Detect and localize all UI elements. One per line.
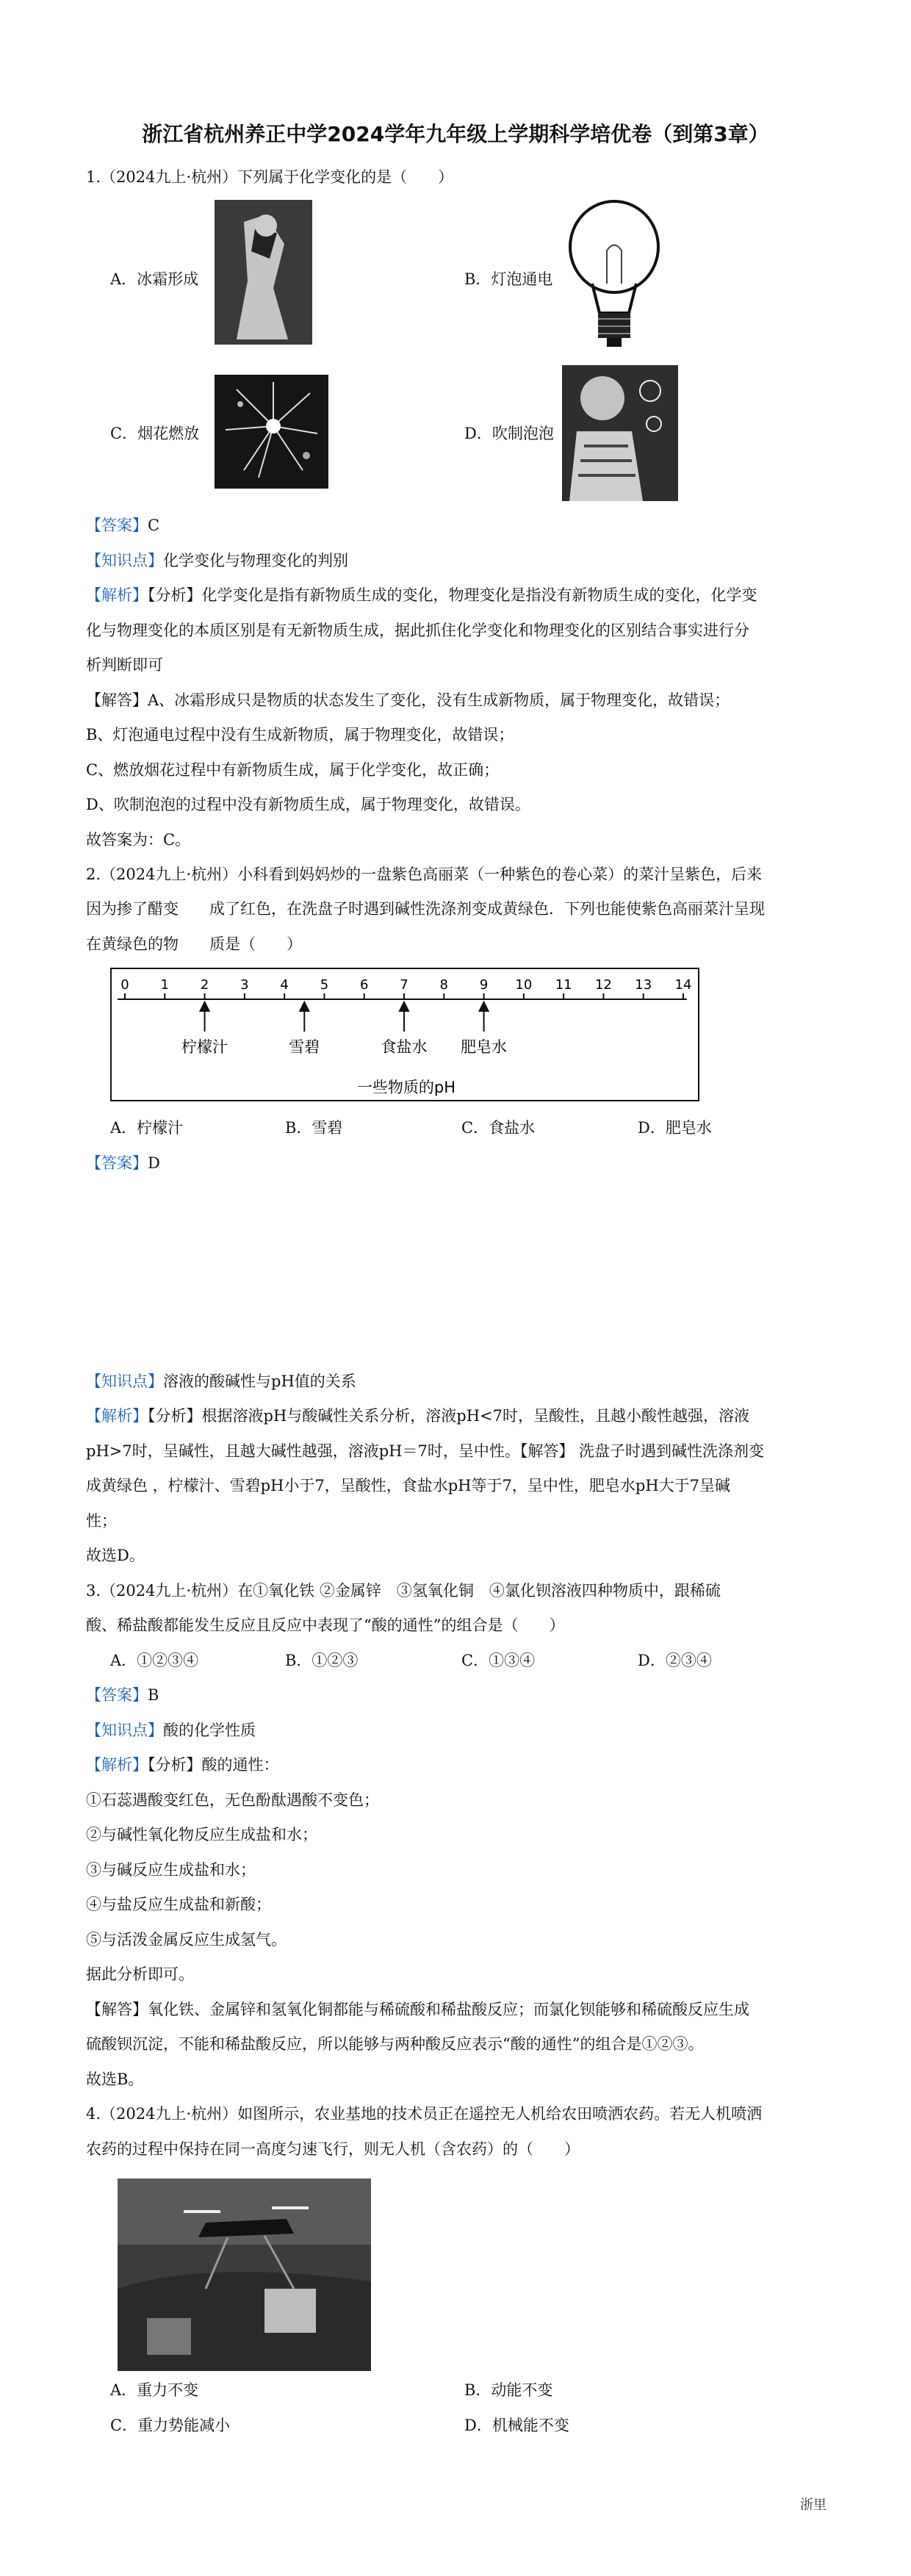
q1-analysis-line1: 【分析】化学变化是指有新物质生成的变化，物理变化是指没有新物质生成的变化，化学变 — [148, 586, 757, 604]
q1-solution-line2: B、灯泡通电过程中没有生成新物质，属于物理变化，故错误； — [86, 726, 514, 744]
q2-analysis-line3: 成黄绿色 ，柠檬汁、雪碧pH小于7，呈酸性，食盐水pH等于7，呈中性，肥皂水pH大于7呈碱 — [86, 1477, 731, 1494]
q3-option-c: C．①③④ — [461, 1652, 536, 1669]
q1-option-b: B．灯泡通电 — [464, 270, 553, 288]
q3-stem-line2: 酸、稀盐酸都能发生反应且反应中表现了“酸的通性”的组合是（ ） — [86, 1616, 565, 1634]
ph-tick-label: 3 — [240, 977, 249, 993]
q1-solution-line5: 故答案为：C。 — [86, 831, 191, 849]
q1-bubble-photo — [562, 365, 678, 501]
q3-analysis-conclusion: 据此分析即可。 — [86, 1965, 194, 1983]
q1-option-d: D．吹制泡泡 — [464, 425, 554, 442]
q1-bulb-image — [560, 195, 669, 350]
ph-tick-label: 10 — [515, 977, 533, 993]
q3-solution-line2: 硫酸钡沉淀，不能和稀盐酸反应，所以能够与两种酸反应表示“酸的通性”的组合是①②③。 — [86, 2035, 704, 2053]
q1-fireworks-photo — [215, 375, 328, 489]
ph-tick-label: 6 — [359, 977, 369, 993]
ph-tick-label: 14 — [674, 977, 692, 993]
ph-marker-label: 食盐水 — [381, 1038, 428, 1056]
q2-answer: D — [148, 1154, 160, 1172]
q3-property-3: ③与碱反应生成盐和水； — [86, 1861, 256, 1879]
q2-stem-line2: 因为掺了醋变 成了红色，在洗盘子时遇到碱性洗涤剂变成黄绿色．下列也能使紫色高丽菜汁呈现 — [86, 900, 765, 918]
q4-drone-photo — [118, 2179, 371, 2371]
ph-tick-label: 12 — [594, 977, 612, 993]
ph-tick-label: 13 — [635, 977, 652, 993]
q1-solution-line4: D、吹制泡泡的过程中没有新物质生成，属于物理变化，故错误。 — [86, 796, 530, 813]
q1-solution-line1: 【解答】A、冰霜形成只是物质的状态发生了变化，没有生成新物质，属于物理变化，故错误； — [86, 691, 730, 709]
q3-property-4: ④与盐反应生成盐和新酸； — [86, 1896, 271, 1913]
q3-property-2: ②与碱性氧化物反应生成盐和水； — [86, 1826, 317, 1843]
q2-option-d: D．肥皂水 — [638, 1119, 712, 1137]
ph-marker-label: 肥皂水 — [461, 1038, 508, 1056]
q1-solution-line3: C、燃放烟花过程中有新物质生成，属于化学变化，故正确； — [86, 761, 500, 779]
q2-knowledge-point: 溶液的酸碱性与pH值的关系 — [163, 1372, 356, 1390]
q1-kp-tag: 【知识点】 — [86, 552, 163, 569]
q1-frost-photo — [215, 200, 312, 345]
q3-knowledge-point: 酸的化学性质 — [163, 1721, 256, 1739]
q1-analysis-line3: 析判断即可 — [86, 656, 163, 674]
q4-option-a: A．重力不变 — [110, 2381, 199, 2399]
q2-option-a: A．柠檬汁 — [110, 1119, 184, 1137]
q2-analysis-line5: 故选D。 — [86, 1547, 145, 1564]
ph-tick-label: 1 — [160, 977, 170, 993]
q3-property-1: ①石蕊遇酸变红色，无色酚酞遇酸不变色； — [86, 1791, 379, 1809]
q2-analysis-tag: 【解析】 — [86, 1407, 148, 1425]
q4-stem-line1: 4.（2024九上·杭州）如图所示，农业基地的技术员正在遥控无人机给农田喷洒农药。若无人机喷洒 — [86, 2105, 763, 2123]
q3-option-d: D．②③④ — [638, 1652, 712, 1669]
q1-answer: C — [148, 517, 160, 534]
q1-analysis-tag: 【解析】 — [86, 586, 148, 604]
q1-option-c: C．烟花燃放 — [110, 425, 200, 442]
q3-analysis-line1: 【分析】酸的通性： — [148, 1756, 279, 1774]
q3-answer: B — [148, 1686, 159, 1704]
q3-solution-line3: 故选B。 — [86, 2070, 144, 2088]
ph-tick-label: 11 — [555, 977, 572, 993]
q3-option-b: B．①②③ — [285, 1652, 359, 1669]
q1-answer-tag: 【答案】 — [86, 517, 148, 534]
page-footer: 浙里 — [800, 2497, 827, 2513]
q1-stem: 1.（2024九上·杭州）下列属于化学变化的是（ ） — [86, 168, 454, 186]
ph-tick-label: 0 — [120, 977, 129, 993]
ph-marker-label: 雪碧 — [289, 1038, 320, 1056]
ph-scale-figure — [109, 966, 704, 1106]
q1-analysis-line2: 化与物理变化的本质区别是有无新物质生成，据此抓住化学变化和物理变化的区别结合事实进行分 — [86, 622, 749, 639]
ph-tick-label: 4 — [280, 977, 289, 993]
q4-option-d: D．机械能不变 — [464, 2417, 569, 2434]
q3-property-5: ⑤与活泼金属反应生成氢气。 — [86, 1931, 287, 1949]
ph-caption: 一些物质的pH — [356, 1079, 456, 1096]
q2-stem-line1: 2.（2024九上·杭州）小科看到妈妈炒的一盘紫色高丽菜（一种紫色的卷心菜）的菜汁呈紫色，后来 — [86, 866, 763, 883]
q2-stem-line3: 在黄绿色的物 质是（ ） — [86, 935, 302, 953]
ph-marker-label: 柠檬汁 — [181, 1038, 228, 1056]
q2-analysis-line4: 性； — [86, 1512, 117, 1530]
q3-analysis-tag: 【解析】 — [86, 1756, 148, 1774]
q1-knowledge-point: 化学变化与物理变化的判别 — [163, 552, 348, 569]
q2-option-c: C．食盐水 — [461, 1119, 536, 1137]
q3-solution-line1: 【解答】氧化铁、金属锌和氢氧化铜都能与稀硫酸和稀盐酸反应；而氯化钡能够和稀硫酸反应生成 — [86, 2001, 749, 2018]
q1-option-a: A．冰霜形成 — [110, 270, 199, 288]
q4-option-b: B．动能不变 — [464, 2381, 553, 2399]
ph-tick-label: 9 — [479, 977, 489, 993]
q2-kp-tag: 【知识点】 — [86, 1372, 163, 1390]
ph-tick-label: 8 — [439, 977, 449, 993]
q2-analysis-line2: pH>7时，呈碱性，且越大碱性越强，溶液pH＝7时，呈中性。【解答】 洗盘子时遇到碱性洗涤剂变 — [86, 1442, 765, 1460]
ph-tick-label: 2 — [200, 977, 209, 993]
ph-tick-label: 7 — [400, 977, 408, 993]
q2-option-b: B．雪碧 — [285, 1119, 343, 1137]
ph-tick-label: 5 — [320, 977, 329, 993]
q3-answer-tag: 【答案】 — [86, 1686, 148, 1704]
q3-kp-tag: 【知识点】 — [86, 1721, 163, 1739]
q2-analysis-line1: 【分析】根据溶液pH与酸碱性关系分析，溶液pH<7时，呈酸性，且越小酸性越强，溶液 — [148, 1407, 749, 1425]
q3-stem-line1: 3.（2024九上·杭州）在①氧化铁 ②金属锌 ③氢氧化铜 ④氯化钡溶液四种物质中，跟稀硫 — [86, 1582, 721, 1600]
q4-stem-line2: 农药的过程中保持在同一高度匀速飞行，则无人机（含农药）的（ ） — [86, 2140, 580, 2158]
q3-option-a: A．①②③④ — [110, 1652, 199, 1669]
q4-option-c: C．重力势能减小 — [110, 2417, 231, 2434]
page-title: 浙江省杭州养正中学2024学年九年级上学期科学培优卷（到第3章） — [142, 122, 769, 146]
q2-answer-tag: 【答案】 — [86, 1154, 148, 1172]
